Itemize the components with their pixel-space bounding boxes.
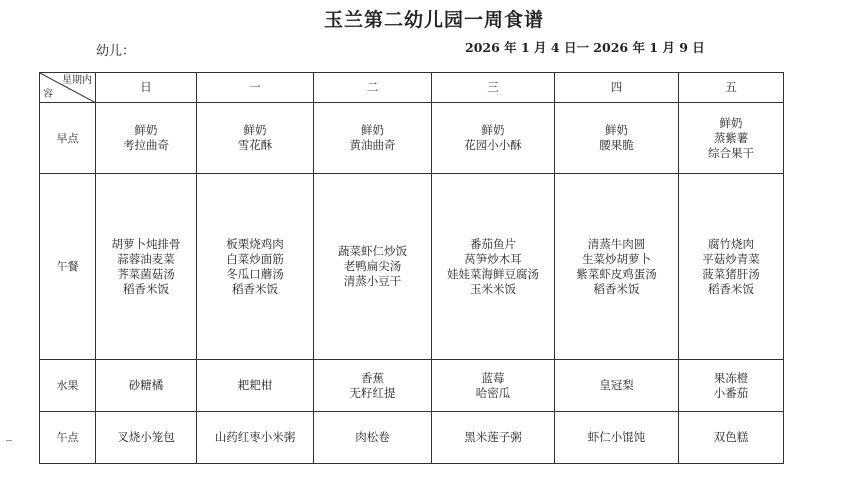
edge-mark <box>6 440 12 442</box>
menu-cell <box>555 103 679 174</box>
menu-item: 哈密瓜 <box>475 385 511 400</box>
corner-label-bottom: 容 <box>43 89 53 100</box>
weekly-menu-table <box>39 72 784 464</box>
lunch-row <box>40 174 784 360</box>
menu-cell <box>314 360 432 412</box>
menu-item: 雪花酥 <box>237 138 273 152</box>
menu-cell <box>432 174 555 360</box>
breakfast-row <box>40 103 784 174</box>
menu-item: 双色糕 <box>713 430 749 444</box>
corner-label-top: 星期内 <box>62 75 92 86</box>
day-header: 四 <box>555 73 679 103</box>
meal-label: 早点 <box>40 103 96 174</box>
menu-item: 鲜奶 <box>134 123 158 137</box>
menu-item: 蔬菜虾仁炒饭 <box>338 244 407 258</box>
meal-label: 水果 <box>40 360 96 412</box>
menu-item: 番茄鱼片 <box>470 236 516 251</box>
menu-item: 平菇炒青菜 <box>702 251 760 266</box>
snack-row <box>40 412 784 464</box>
day-header: 二 <box>314 73 432 103</box>
page-title: 玉兰第二幼儿园一周食谱 <box>323 9 544 31</box>
menu-item: 山药红枣小米粥 <box>214 430 296 444</box>
menu-item: 板栗烧鸡肉 <box>226 236 284 251</box>
menu-item: 稻香米饭 <box>708 281 754 296</box>
menu-item: 白菜炒面筋 <box>226 251 284 266</box>
day-header-row <box>40 73 784 103</box>
menu-item: 胡萝卜炖排骨 <box>111 236 181 251</box>
menu-item: 娃娃菜海鲜豆腐汤 <box>447 266 539 281</box>
menu-item: 小番茄 <box>713 385 749 400</box>
menu-item: 稻香米饭 <box>232 281 278 296</box>
menu-cell <box>432 360 555 412</box>
menu-item: 果冻橙 <box>713 370 749 385</box>
menu-item: 综合果干 <box>708 145 754 160</box>
meal-label: 午点 <box>40 412 96 464</box>
menu-item: 鲜奶 <box>243 123 267 137</box>
menu-item: 老鸭扁尖汤 <box>343 259 402 273</box>
menu-item: 无籽红提 <box>349 385 396 400</box>
menu-cell <box>314 412 432 464</box>
menu-cell <box>314 174 432 360</box>
menu-cell <box>96 103 197 174</box>
menu-item: 清蒸小豆干 <box>343 274 402 288</box>
menu-item: 腰果脆 <box>599 138 634 152</box>
menu-cell <box>555 174 679 360</box>
menu-cell <box>679 360 784 412</box>
menu-cell <box>432 103 555 174</box>
menu-item: 砂糖橘 <box>128 378 164 392</box>
menu-cell <box>679 103 784 174</box>
menu-item: 黑米莲子粥 <box>464 430 522 444</box>
menu-item: 鲜奶 <box>719 115 743 130</box>
menu-cell <box>96 360 197 412</box>
menu-cell <box>197 412 314 464</box>
menu-item: 蓝莓 <box>481 370 505 385</box>
menu-cell <box>555 412 679 464</box>
menu-item: 耙耙柑 <box>237 378 273 392</box>
menu-item: 肉松卷 <box>355 430 390 444</box>
menu-cell <box>432 412 555 464</box>
menu-item: 花园小小酥 <box>464 138 522 152</box>
menu-item: 紫菜虾皮鸡蛋汤 <box>576 266 657 281</box>
day-header: 一 <box>197 73 314 103</box>
day-header: 三 <box>432 73 555 103</box>
menu-cell <box>96 174 197 360</box>
menu-cell <box>314 103 432 174</box>
menu-item: 莴笋炒木耳 <box>464 251 522 266</box>
fruit-row <box>40 360 784 412</box>
menu-item: 稻香米饭 <box>123 281 169 296</box>
corner-cell <box>40 73 96 103</box>
menu-item: 荠菜菌菇汤 <box>117 266 175 281</box>
menu-item: 叉烧小笼包 <box>117 430 175 444</box>
date-range: 2026 年 1 月 4 日一 2026 年 1 月 9 日 <box>465 40 705 55</box>
menu-cell <box>96 412 197 464</box>
menu-item: 清蒸牛肉圆 <box>587 236 646 251</box>
menu-item: 生菜炒胡萝卜 <box>582 251 651 266</box>
menu-item: 鲜奶 <box>605 123 628 137</box>
menu-item: 腐竹烧肉 <box>708 236 754 251</box>
menu-cell <box>679 174 784 360</box>
child-name-label: 幼儿： <box>96 44 136 59</box>
menu-item: 冬瓜口蘑汤 <box>226 266 284 281</box>
menu-cell <box>555 360 679 412</box>
menu-cell <box>197 103 314 174</box>
menu-item: 考拉曲奇 <box>123 138 169 152</box>
menu-cell <box>679 412 784 464</box>
menu-item: 蒜蓉油麦菜 <box>117 251 175 266</box>
menu-item: 菠菜猪肝汤 <box>702 266 760 281</box>
menu-item: 鲜奶 <box>481 123 505 137</box>
meal-label: 午餐 <box>40 174 96 360</box>
menu-item: 鲜奶 <box>361 123 384 137</box>
day-header: 五 <box>679 73 784 103</box>
menu-cell <box>197 174 314 360</box>
menu-item: 虾仁小馄饨 <box>587 430 646 444</box>
menu-cell <box>197 360 314 412</box>
menu-item: 蒸紫薯 <box>713 130 749 145</box>
menu-item: 玉米米饭 <box>470 281 516 296</box>
menu-item: 香蕉 <box>361 370 384 385</box>
menu-item: 黄油曲奇 <box>349 138 396 152</box>
menu-item: 稻香米饭 <box>593 281 640 296</box>
menu-item: 皇冠梨 <box>599 378 634 392</box>
day-header: 日 <box>96 73 197 103</box>
